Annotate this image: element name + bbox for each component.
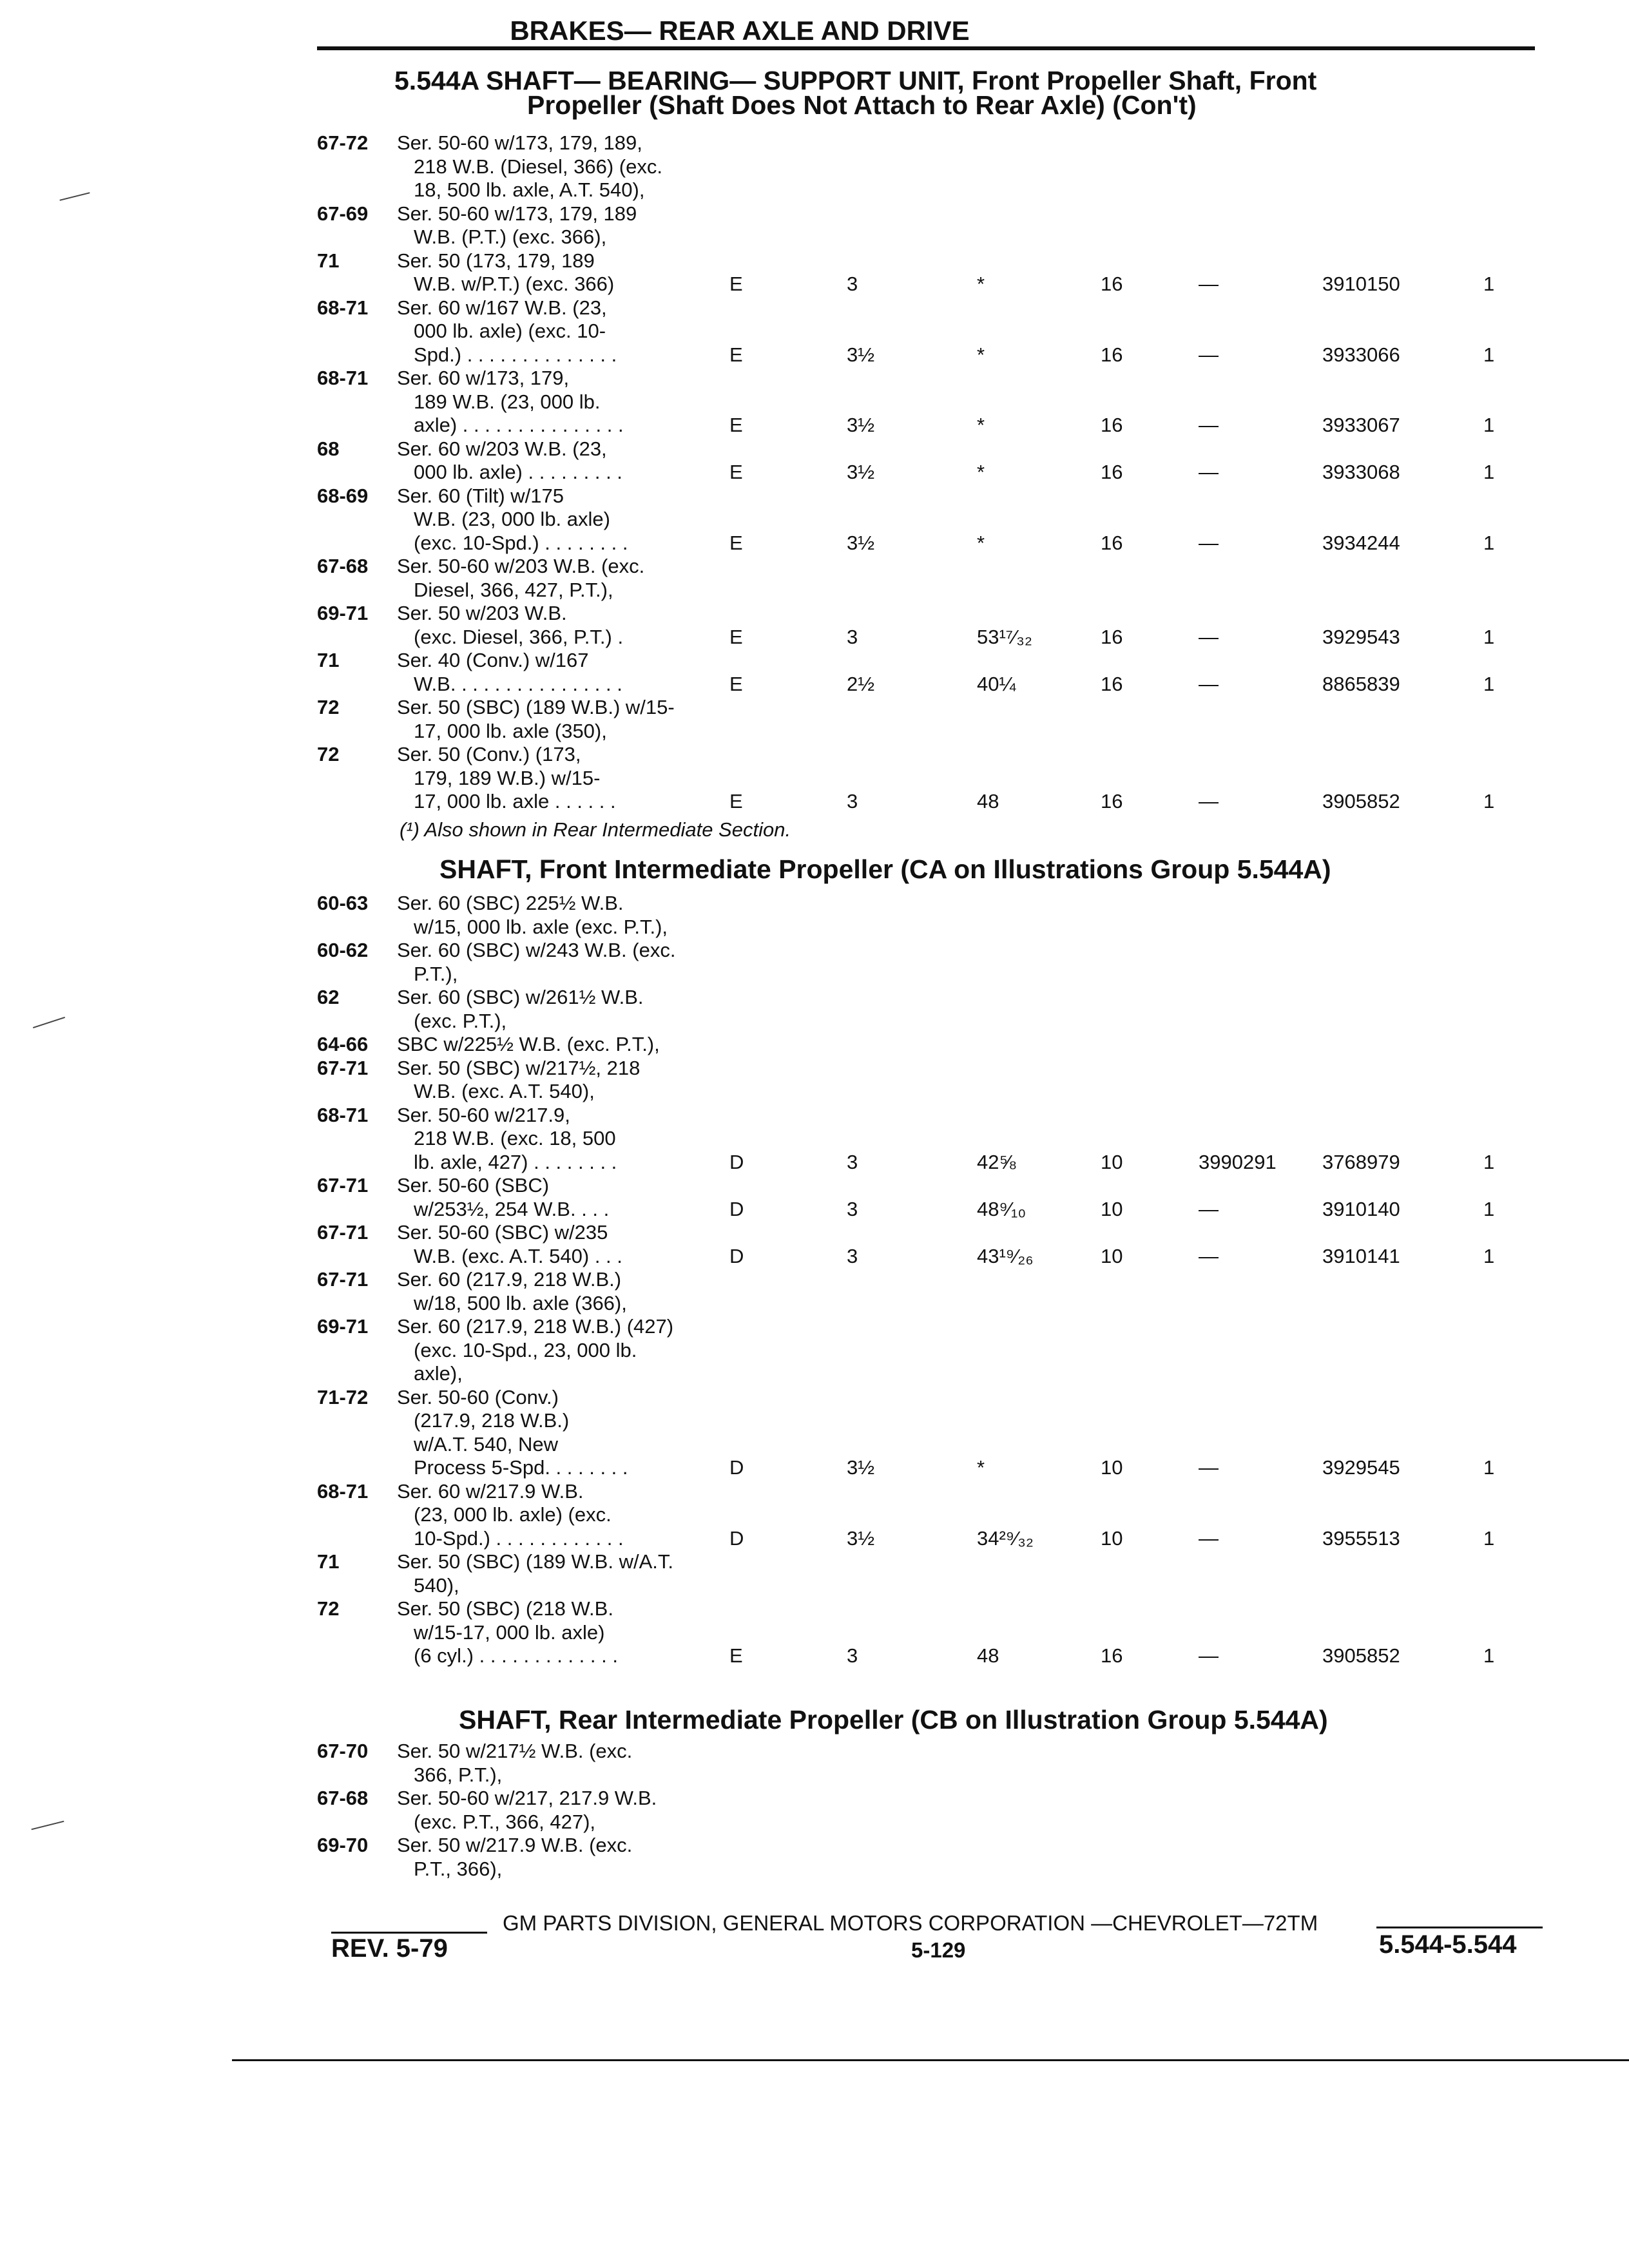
quantity-cell: 1 [1483,1644,1495,1667]
application-description [397,1740,758,1787]
spline-cell: 10 [1101,1526,1123,1550]
length-cell: 48 [977,1644,999,1667]
description-line: Ser. 60 (SBC) 225½ W.B. [397,892,624,914]
quantity-cell: 1 [1483,273,1495,295]
length-cell: * [977,531,985,554]
related-part-cell: — [1199,414,1219,436]
diameter-cell: 3 [847,625,858,648]
diameter-cell: 3½ [847,1456,875,1479]
year-range: 68-71 [317,1479,369,1503]
length-cell: 48⁹⁄₁₀ [977,1197,1027,1220]
quantity-cell: 1 [1483,1244,1495,1267]
punch-mark [33,1017,65,1028]
application-description [397,1104,758,1175]
diameter-cell: 3 [847,1644,858,1667]
description-line: lb. axle, 427) . . . . . . . . [414,1150,617,1173]
part-number-cell: 3910141 [1322,1244,1400,1267]
description-line: Process 5-Spd. . . . . . . . [414,1456,628,1479]
part-number-cell: 3905852 [1322,1644,1400,1667]
year-range: 60-62 [317,939,369,961]
year-range: 67-71 [317,1056,369,1079]
diameter-cell: 3 [847,1197,858,1220]
year-range: 62 [317,986,340,1008]
quantity-cell: 1 [1483,625,1495,648]
quantity-cell: 1 [1483,1456,1495,1479]
year-range: 67-71 [317,1221,369,1244]
application-description [397,1386,758,1480]
description-line: Ser. 50-60 (SBC) [397,1174,550,1196]
description-line: (exc. P.T., 366, 427), [414,1810,596,1833]
related-part-cell: — [1199,790,1219,812]
footer-rule-left [331,1932,487,1934]
related-part-cell: — [1199,343,1219,366]
type-cell: D [729,1526,744,1550]
type-cell: D [729,1197,744,1220]
application-description [397,939,758,986]
description-line: 218 W.B. (exc. 18, 500 [414,1127,616,1149]
application-description [397,485,758,555]
description-line: Ser. 60 w/173, 179, [397,367,570,389]
description-line: Ser. 50-60 (SBC) w/235 [397,1221,608,1244]
length-cell: 42⅝ [977,1150,1016,1173]
description-line: W.B. w/P.T.) (exc. 366) [414,273,615,295]
application-description [397,249,758,296]
diameter-cell: 3 [847,1150,858,1173]
description-line: Ser. 60 (Tilt) w/175 [397,484,564,507]
description-line: 218 W.B. (Diesel, 366) (exc. [414,155,662,178]
year-range: 71 [317,249,340,272]
application-description [397,1033,758,1057]
type-cell: E [729,273,743,295]
application-description [397,602,758,649]
description-line: Ser. 60 w/217.9 W.B. [397,1479,584,1503]
description-line: W.B. (exc. A.T. 540) . . . [414,1244,622,1267]
description-line: 18, 500 lb. axle, A.T. 540), [414,178,645,201]
diameter-cell: 3½ [847,461,875,483]
description-line: 366, P.T.), [414,1763,503,1786]
diameter-cell: 3 [847,1244,858,1267]
description-line: Ser. 60 w/203 W.B. (23, [397,437,607,460]
application-description [397,1174,758,1221]
quantity-cell: 1 [1483,414,1495,436]
year-range: 67-71 [317,1174,369,1196]
diameter-cell: 3 [847,790,858,812]
description-line: w/A.T. 540, New [414,1432,558,1456]
description-line: axle), [414,1362,463,1385]
length-cell: * [977,273,985,295]
application-description [397,555,758,602]
description-line: Ser. 60 (SBC) w/243 W.B. (exc. [397,939,676,961]
description-line: (exc. 10-Spd.) . . . . . . . . [414,531,628,554]
part-number-cell: 8865839 [1322,672,1400,695]
description-line: w/15, 000 lb. axle (exc. P.T.), [414,915,668,938]
length-cell: 34²⁹⁄₃₂ [977,1526,1034,1550]
description-line: Ser. 50 w/217.9 W.B. (exc. [397,1834,633,1856]
description-line: W.B. . . . . . . . . . . . . . . . [414,672,622,695]
application-description [397,649,758,696]
diameter-cell: 3½ [847,531,875,554]
section-title-line1: 5.544A SHAFT— BEARING— SUPPORT UNIT, Front Propeller Shaft, Front [394,66,1317,95]
part-number-cell: 3934244 [1322,531,1400,554]
description-line: W.B. (P.T.) (exc. 366), [414,226,607,248]
related-part-cell: — [1199,1456,1219,1479]
spline-cell: 16 [1101,343,1123,366]
description-line: W.B. (exc. A.T. 540), [414,1080,595,1102]
application-description [397,1315,758,1386]
year-range: 71 [317,649,340,671]
type-cell: E [729,531,743,554]
year-range: 69-71 [317,602,369,624]
application-description [397,367,758,437]
related-part-cell: 3990291 [1199,1150,1277,1173]
description-line: Ser. 50-60 (Conv.) [397,1385,559,1408]
application-description [397,437,758,485]
application-description [397,743,758,814]
related-part-cell: — [1199,273,1219,295]
footer-page-number: 5-129 [911,1938,966,1962]
diameter-cell: 3½ [847,1526,875,1550]
scan-bottom-line [232,2059,1629,2061]
quantity-cell: 1 [1483,461,1495,483]
type-cell: D [729,1150,744,1173]
diameter-cell: 3 [847,273,858,295]
year-range: 72 [317,696,340,718]
spline-cell: 16 [1101,790,1123,812]
description-line: 17, 000 lb. axle (350), [414,719,607,742]
description-line: (217.9, 218 W.B.) [414,1409,570,1432]
spline-cell: 10 [1101,1244,1123,1267]
description-line: (23, 000 lb. axle) (exc. [414,1503,612,1526]
related-part-cell: — [1199,531,1219,554]
type-cell: E [729,414,743,436]
description-line: Ser. 50 (SBC) (189 W.B. w/A.T. [397,1550,673,1573]
year-range: 69-71 [317,1315,369,1338]
year-range: 68-69 [317,484,369,507]
description-line: w/15-17, 000 lb. axle) [414,1620,605,1644]
spline-cell: 10 [1101,1456,1123,1479]
spline-cell: 16 [1101,273,1123,295]
type-cell: E [729,625,743,648]
description-line: w/18, 500 lb. axle (366), [414,1291,627,1314]
related-part-cell: — [1199,672,1219,695]
length-cell: 53¹⁷⁄₃₂ [977,625,1032,648]
description-line: Ser. 60 w/167 W.B. (23, [397,296,607,319]
footer-section-range: 5.544-5.544 [1379,1930,1517,1959]
description-line: Ser. 50 w/217½ W.B. (exc. [397,1740,633,1762]
part-number-cell: 3933068 [1322,461,1400,483]
related-part-cell: — [1199,1644,1219,1667]
related-part-cell: — [1199,461,1219,483]
year-range: 71 [317,1550,340,1573]
quantity-cell: 1 [1483,1197,1495,1220]
footer-rule-right [1376,1927,1543,1928]
type-cell: E [729,461,743,483]
year-range: 67-71 [317,1268,369,1291]
application-description [397,1221,758,1268]
spline-cell: 10 [1101,1197,1123,1220]
description-line: 189 W.B. (23, 000 lb. [414,390,601,413]
type-cell: D [729,1244,744,1267]
length-cell: 48 [977,790,999,812]
part-number-cell: 3933067 [1322,414,1400,436]
application-description [397,296,758,367]
application-description [397,131,758,202]
description-line: Ser. 60 (217.9, 218 W.B.) (427) [397,1315,674,1338]
description-line: Ser. 40 (Conv.) w/167 [397,649,589,671]
description-line: P.T., 366), [414,1857,503,1880]
application-description [397,696,758,743]
description-line: 540), [414,1573,459,1597]
year-range: 68 [317,437,340,460]
related-part-cell: — [1199,1244,1219,1267]
spline-cell: 16 [1101,672,1123,695]
quantity-cell: 1 [1483,343,1495,366]
description-line: Diesel, 366, 427, P.T.), [414,578,613,601]
application-description [397,202,758,249]
length-cell: * [977,343,985,366]
description-line: (exc. P.T.), [414,1009,507,1032]
description-line: 179, 189 W.B.) w/15- [414,766,601,789]
year-range: 68-71 [317,296,369,319]
part-number-cell: 3910150 [1322,273,1400,295]
part-number-cell: 3768979 [1322,1150,1400,1173]
description-line: W.B. (23, 000 lb. axle) [414,508,610,530]
year-range: 67-68 [317,555,369,577]
spline-cell: 16 [1101,1644,1123,1667]
description-line: Spd.) . . . . . . . . . . . . . . [414,343,617,366]
description-line: 000 lb. axle) (exc. 10- [414,320,606,342]
type-cell: D [729,1456,744,1479]
application-description [397,892,758,939]
description-line: 10-Spd.) . . . . . . . . . . . . [414,1526,624,1550]
description-line: P.T.), [414,962,458,985]
description-line: axle) . . . . . . . . . . . . . . . [414,414,624,436]
length-cell: 40¼ [977,672,1016,695]
type-cell: E [729,790,743,812]
part-number-cell: 3910140 [1322,1197,1400,1220]
year-range: 67-68 [317,1787,369,1809]
related-part-cell: — [1199,1197,1219,1220]
description-line: Ser. 50 (Conv.) (173, [397,743,581,765]
year-range: 67-69 [317,202,369,225]
spline-cell: 10 [1101,1150,1123,1173]
section-title-rear-intermediate: SHAFT, Rear Intermediate Propeller (CB on Illustration Group 5.544A) [459,1705,1328,1735]
description-line: Ser. 50-60 w/217.9, [397,1103,570,1126]
application-description [397,1480,758,1551]
section-title-5544a [394,66,1317,120]
section-title-line2: Propeller (Shaft Does Not Attach to Rear Axle) (Con't) [527,90,1197,120]
section-title-front-intermediate: SHAFT, Front Intermediate Propeller (CA on Illustrations Group 5.544A) [439,854,1331,884]
diameter-cell: 3½ [847,414,875,436]
part-number-cell: 3929543 [1322,625,1400,648]
spline-cell: 16 [1101,461,1123,483]
year-range: 67-72 [317,131,369,154]
description-line: Ser. 50-60 w/217, 217.9 W.B. [397,1787,657,1809]
length-cell: * [977,414,985,436]
spline-cell: 16 [1101,625,1123,648]
footnote: (¹) Also shown in Rear Intermediate Section. [400,818,791,841]
year-range: 67-70 [317,1740,369,1762]
length-cell: * [977,461,985,483]
quantity-cell: 1 [1483,672,1495,695]
year-range: 60-63 [317,892,369,914]
description-line: Ser. 50-60 w/173, 179, 189 [397,202,637,225]
part-number-cell: 3905852 [1322,790,1400,812]
page-header: BRAKES— REAR AXLE AND DRIVE [510,15,970,46]
related-part-cell: — [1199,1526,1219,1550]
application-description [397,1787,758,1834]
year-range: 69-70 [317,1834,369,1856]
spline-cell: 16 [1101,414,1123,436]
part-number-cell: 3933066 [1322,343,1400,366]
footer-publisher: GM PARTS DIVISION, GENERAL MOTORS CORPORATION —CHEVROLET—72TM [503,1911,1318,1935]
part-number-cell: 3929545 [1322,1456,1400,1479]
quantity-cell: 1 [1483,1150,1495,1173]
quantity-cell: 1 [1483,1526,1495,1550]
length-cell: * [977,1456,985,1479]
description-line: Ser. 50 (SBC) (218 W.B. [397,1597,613,1620]
part-number-cell: 3955513 [1322,1526,1400,1550]
application-description [397,1550,758,1597]
description-line: Ser. 60 (217.9, 218 W.B.) [397,1268,622,1291]
year-range: 72 [317,1597,340,1620]
type-cell: E [729,343,743,366]
year-range: 64-66 [317,1033,369,1055]
application-description [397,1268,758,1315]
type-cell: E [729,672,743,695]
punch-mark [32,1821,64,1831]
description-line: Ser. 60 (SBC) w/261½ W.B. [397,986,644,1008]
related-part-cell: — [1199,625,1219,648]
description-line: SBC w/225½ W.B. (exc. P.T.), [397,1033,660,1055]
header-rule [317,46,1535,50]
application-description [397,1834,758,1881]
description-line: (exc. 10-Spd., 23, 000 lb. [414,1338,637,1361]
diameter-cell: 3½ [847,343,875,366]
type-cell: E [729,1644,743,1667]
quantity-cell: 1 [1483,790,1495,812]
year-range: 72 [317,743,340,765]
description-line: (exc. Diesel, 366, P.T.) . [414,625,624,648]
description-line: Ser. 50 (SBC) (189 W.B.) w/15- [397,696,675,718]
application-description [397,1057,758,1104]
description-line: Ser. 50 w/203 W.B. [397,602,567,624]
description-line: 000 lb. axle) . . . . . . . . . [414,461,622,483]
diameter-cell: 2½ [847,672,875,695]
description-line: w/253½, 254 W.B. . . . [414,1197,610,1220]
description-line: Ser. 50-60 w/173, 179, 189, [397,131,642,154]
year-range: 68-71 [317,367,369,389]
application-description [397,1597,758,1668]
spline-cell: 16 [1101,531,1123,554]
description-line: Ser. 50 (173, 179, 189 [397,249,595,272]
year-range: 68-71 [317,1103,369,1126]
description-line: Ser. 50 (SBC) w/217½, 218 [397,1056,641,1079]
length-cell: 43¹⁹⁄₂₆ [977,1244,1034,1267]
description-line: (6 cyl.) . . . . . . . . . . . . . [414,1644,618,1667]
year-range: 71-72 [317,1385,369,1408]
description-line: Ser. 50-60 w/203 W.B. (exc. [397,555,645,577]
punch-mark [59,192,90,201]
application-description [397,986,758,1033]
description-line: 17, 000 lb. axle . . . . . . [414,790,616,812]
quantity-cell: 1 [1483,531,1495,554]
footer-revision: REV. 5-79 [331,1934,448,1963]
